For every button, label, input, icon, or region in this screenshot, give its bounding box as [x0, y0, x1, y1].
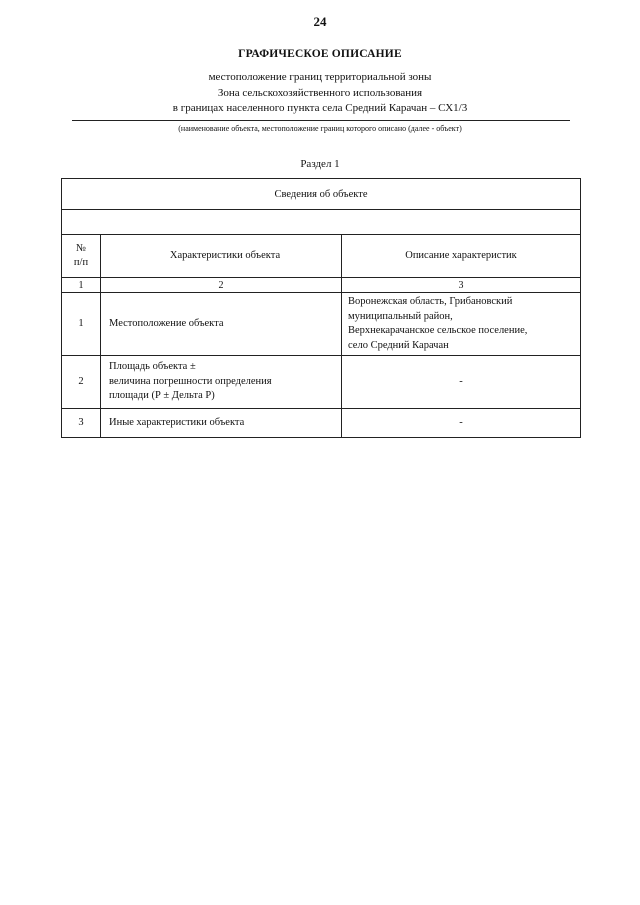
object-info-table [61, 178, 581, 438]
row-characteristic [101, 356, 342, 409]
row-description: - [342, 409, 581, 438]
row-characteristic [101, 409, 342, 438]
table-title-row [62, 179, 581, 210]
column-header-description: Описание характеристик [342, 235, 581, 278]
table-title: Сведения об объекте [62, 179, 581, 210]
subtitle-line: в границах населенного пункта села Средний Карачан – СХ1/3 [172, 102, 468, 114]
characteristic-line: Площадь объекта ± [109, 361, 196, 373]
column-header-num-line: п/п [73, 257, 89, 268]
underline-rule [72, 120, 570, 121]
row-number: 3 [62, 409, 101, 438]
column-number: 2 [101, 278, 342, 293]
row-number: 1 [62, 293, 101, 356]
description-line: Верхнекарачанское сельское поселение, [348, 325, 528, 336]
characteristic-line: Местоположение объекта [109, 317, 224, 329]
row-characteristic [101, 293, 342, 356]
column-header-num [62, 235, 101, 278]
column-number-row [62, 278, 581, 293]
table-row [62, 293, 581, 356]
table-empty-row [62, 210, 581, 235]
table-row [62, 409, 581, 438]
description-line: Воронежская область, Грибановский [348, 296, 513, 307]
characteristic-line: величина погрешности определения [109, 375, 272, 387]
empty-cell [62, 210, 581, 235]
column-header-row [62, 235, 581, 278]
description-line: муниципальный район, [348, 310, 453, 322]
row-description [342, 293, 581, 356]
column-number: 3 [342, 278, 581, 293]
table-row [62, 356, 581, 409]
object-caption: (наименование объекта, местоположение границ которого описано (далее - объект) [178, 124, 462, 133]
column-header-num-line: № [75, 243, 87, 254]
row-number: 2 [62, 356, 101, 409]
row-description: - [342, 356, 581, 409]
column-header-characteristics: Характеристики объекта [101, 235, 342, 278]
page-number: 24 [313, 14, 327, 29]
characteristic-line: площади (Р ± Дельта Р) [109, 390, 215, 402]
characteristic-line: Иные характеристики объекта [109, 416, 245, 428]
document-title: ГРАФИЧЕСКОЕ ОПИСАНИЕ [238, 48, 402, 60]
section-label: Раздел 1 [300, 158, 340, 170]
column-number: 1 [62, 278, 101, 293]
subtitle-line: Зона сельскохозяйственного использования [217, 86, 423, 99]
subtitle-line: местоположение границ территориальной зоны [208, 71, 432, 83]
description-line: село Средний Карачан [348, 339, 449, 351]
document-subtitle [0, 70, 640, 117]
